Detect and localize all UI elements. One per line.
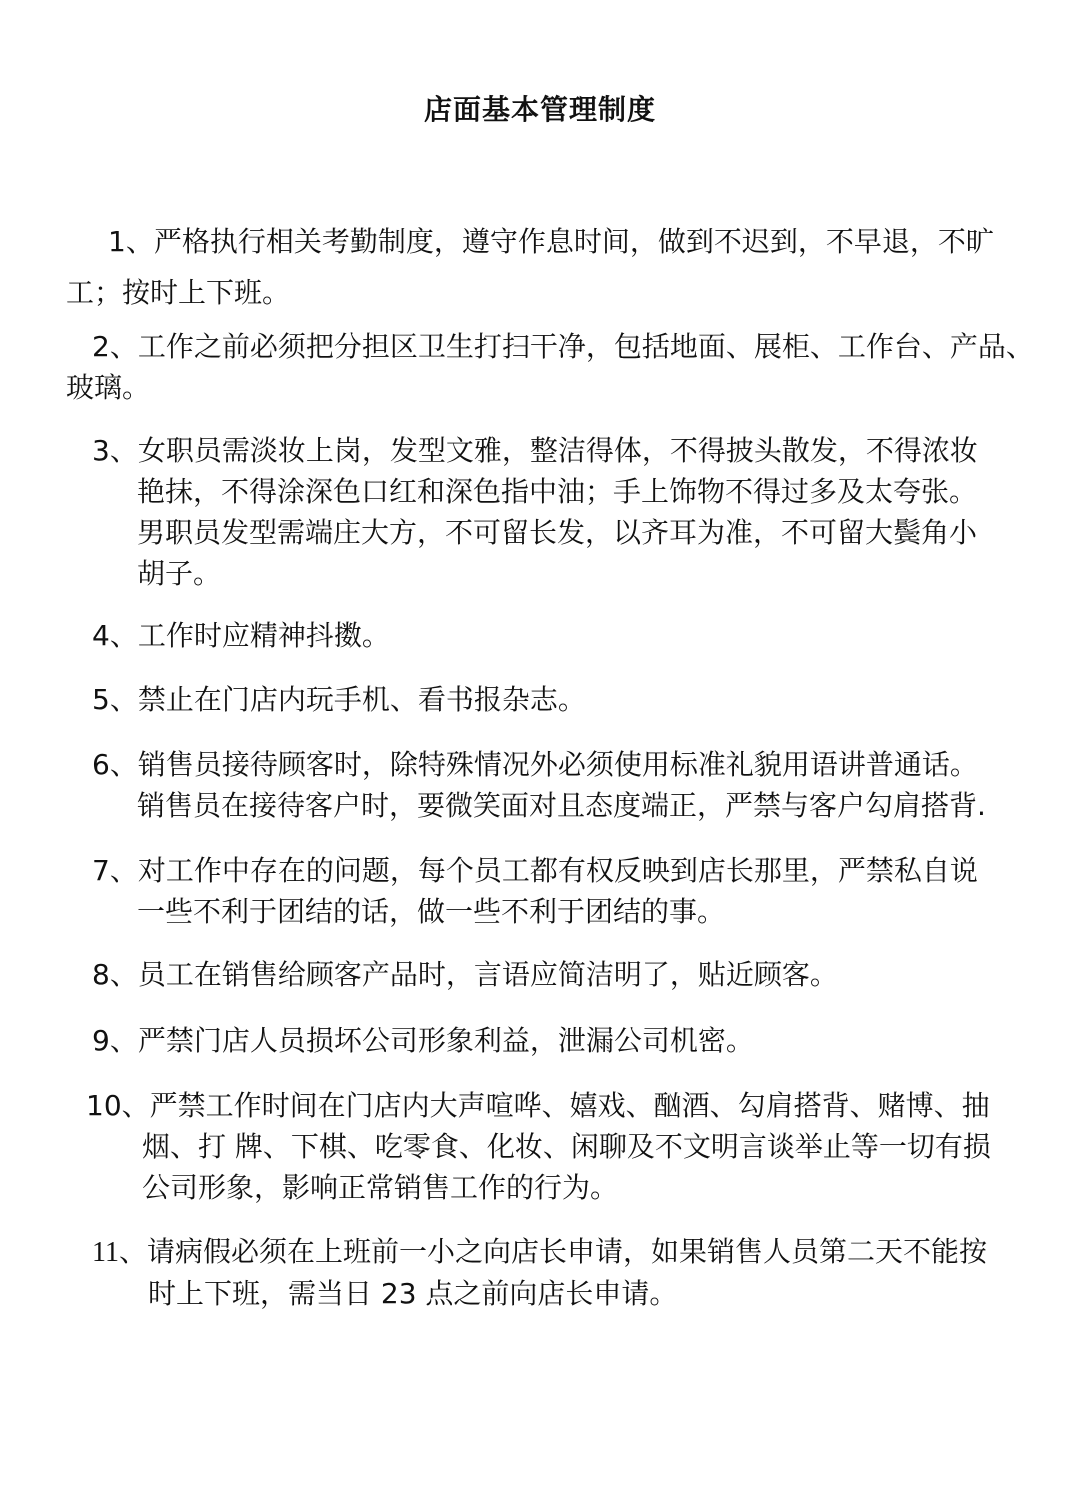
rule-item-11 xyxy=(92,1231,987,1314)
rule-line: 时上下班，需当日 23 点之前向店长申请。 xyxy=(148,1277,678,1310)
rule-line: 、工作之前必须把分担区卫生打扫干净，包括地面、展柜、工作台、产品、 xyxy=(109,330,1034,363)
rule-item-2 xyxy=(0,326,1034,408)
rule-number: 3 xyxy=(92,434,110,467)
rule-line: 销售员在接待客户时，要微笑面对且态度端正，严禁与客户勾肩搭背. xyxy=(137,789,986,822)
rule-item-1 xyxy=(0,221,994,313)
rule-line: 男职员发型需端庄大方，不可留长发，以齐耳为准，不可留大鬓角小 xyxy=(137,516,978,549)
rule-number: 1 xyxy=(108,225,126,258)
rule-number: 10 xyxy=(86,1089,122,1122)
rule-line: 、销售员接待顾客时，除特殊情况外必须使用标准礼貌用语讲普通话。 xyxy=(109,748,978,781)
rule-item-10 xyxy=(86,1085,991,1208)
rule-number: 6 xyxy=(92,748,110,781)
rule-number: 5 xyxy=(92,683,110,716)
rule-number: 9 xyxy=(92,1024,110,1057)
rule-line: 、严禁门店人员损坏公司形象利益，泄漏公司机密。 xyxy=(109,1024,754,1057)
rule-item-5 xyxy=(92,679,586,720)
rule-item-9 xyxy=(92,1020,754,1061)
rule-line: 、女职员需淡妆上岗，发型文雅，整洁得体，不得披头散发，不得浓妆 xyxy=(109,434,978,467)
rule-item-3 xyxy=(92,430,978,594)
rule-line: 公司形象，影响正常销售工作的行为。 xyxy=(142,1171,619,1204)
rule-item-4 xyxy=(92,615,390,656)
rule-line: 烟、打 牌、下棋、吃零食、化妆、闲聊及不文明言谈举止等一切有损 xyxy=(142,1130,991,1163)
rule-line: 艳抹，不得涂深色口红和深色指中油；手上饰物不得过多及太夸张。 xyxy=(137,475,978,508)
rule-line: 、员工在销售给顾客产品时，言语应简洁明了，贴近顾客。 xyxy=(109,958,838,991)
rule-line: 、严格执行相关考勤制度，遵守作息时间，做到不迟到，不早退，不旷 xyxy=(125,225,994,258)
rule-line: 一些不利于团结的话，做一些不利于团结的事。 xyxy=(137,895,726,928)
rule-line: 、对工作中存在的问题，每个员工都有权反映到店长那里，严禁私自说 xyxy=(109,854,978,887)
rule-number: 2 xyxy=(92,330,110,363)
rule-number: 4 xyxy=(92,619,110,652)
rule-line: 、工作时应精神抖擞。 xyxy=(109,619,390,652)
rule-line: 、禁止在门店内玩手机、看书报杂志。 xyxy=(109,683,586,716)
rule-line: 、严禁工作时间在门店内大声喧哗、嬉戏、酗酒、勾肩搭背、赌博、抽 xyxy=(121,1089,990,1122)
rule-line: 胡子。 xyxy=(137,557,222,590)
rule-item-7 xyxy=(92,850,978,932)
rule-line: 玻璃。 xyxy=(66,371,151,404)
rule-number: 11 xyxy=(92,1237,119,1268)
document-title: 店面基本管理制度 xyxy=(423,93,656,126)
rule-line: 工；按时上下班。 xyxy=(66,276,291,309)
rule-number: 8 xyxy=(92,958,110,991)
rule-number: 7 xyxy=(92,854,110,887)
rule-line: 、请病假必须在上班前一小之向店长申请，如果销售人员第二天不能按 xyxy=(118,1235,987,1268)
rule-item-6 xyxy=(92,744,986,826)
rule-item-8 xyxy=(92,954,838,995)
